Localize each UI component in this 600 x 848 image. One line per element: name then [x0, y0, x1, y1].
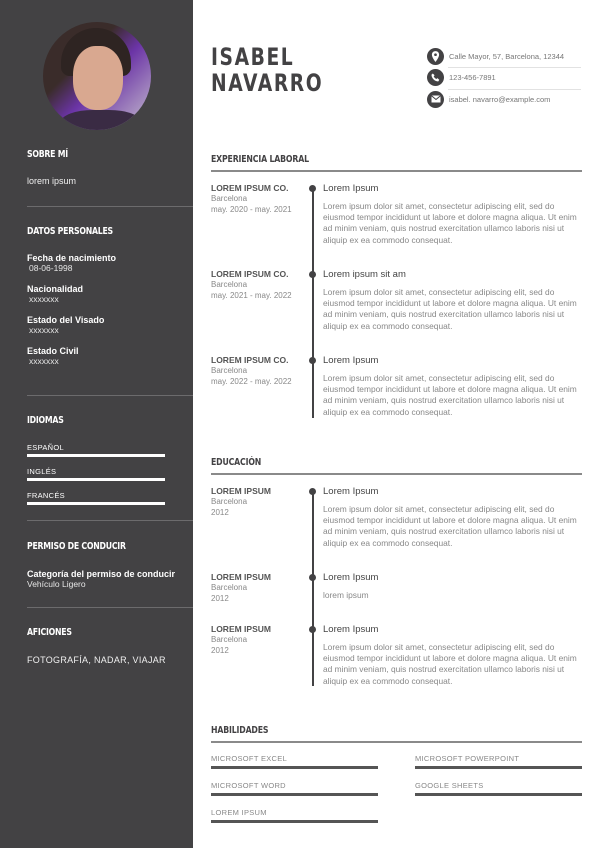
company-name: LOREM IPSUM CO.: [211, 183, 289, 193]
timeline-dot: [309, 626, 316, 633]
contact-address: [427, 46, 581, 66]
degree-description: Lorem ipsum dolor sit amet, consectetur adipiscing elit, sed do eiusmod tempor incididunt ut labore et dolore magna aliqua. Ut enim ad minim veniam, quis nostrud exercitation ullamco laboris nisi ut aliquip ex ea commodo consequat.: [323, 642, 577, 686]
school-name: LOREM IPSUM: [211, 572, 271, 582]
languages-title: IDIOMAS: [27, 415, 64, 426]
timeline-dot: [309, 357, 316, 364]
skill-item: [211, 781, 378, 796]
driving-license-section: [27, 541, 177, 589]
skill-level-bar: [415, 766, 582, 769]
hobbies-text: FOTOGRAFÍA, NADAR, VIAJAR: [27, 655, 166, 665]
experience-timeline: [312, 187, 314, 418]
personal-item: [27, 315, 177, 335]
job-title: Lorem ipsum sit am: [323, 269, 406, 280]
location-pin-icon: [427, 48, 444, 65]
experience-title: EXPERIENCIA LABORAL: [211, 154, 309, 165]
education-title: EDUCACIÓN: [211, 457, 262, 468]
job-dates: may. 2022 - may. 2022: [211, 376, 292, 386]
last-name: NAVARRO: [211, 69, 324, 97]
personal-data-section: [27, 226, 177, 366]
personal-data-title: DATOS PERSONALES: [27, 226, 113, 237]
company-name: LOREM IPSUM CO.: [211, 269, 289, 279]
envelope-icon: [427, 91, 444, 108]
nationality-value: xxxxxxx: [29, 294, 59, 304]
education-year: 2012: [211, 593, 229, 603]
skill-item: [415, 781, 582, 796]
skill-level-bar: [211, 766, 378, 769]
full-name: [211, 44, 323, 96]
language-level-bar: [27, 454, 165, 457]
personal-item: [27, 253, 177, 273]
nationality-label: Nacionalidad: [27, 284, 84, 294]
language-item: [27, 443, 177, 457]
skill-name: MICROSOFT EXCEL: [211, 754, 288, 763]
language-name: INGLÉS: [27, 467, 57, 476]
school-name: LOREM IPSUM: [211, 486, 271, 496]
email-text[interactable]: isabel. navarro@example.com: [449, 94, 551, 104]
education-year: 2012: [211, 645, 229, 655]
language-item: [27, 467, 177, 481]
degree-title: Lorem Ipsum: [323, 624, 379, 635]
sidebar-divider: [27, 520, 193, 521]
language-name: ESPAÑOL: [27, 443, 64, 452]
job-description: Lorem ipsum dolor sit amet, consectetur adipiscing elit, sed do eiusmod tempor incididunt ut labore et dolore magna aliqua. Ut enim ad minim veniam, quis nostrud exercitation ullamco laboris nisi ut aliquip ex ea commodo consequat.: [323, 287, 577, 331]
school-city: Barcelona: [211, 497, 248, 506]
language-level-bar: [27, 478, 165, 481]
personal-item: [27, 346, 177, 366]
sidebar-divider: [27, 395, 193, 396]
school-name: LOREM IPSUM: [211, 624, 271, 634]
job-title: Lorem Ipsum: [323, 355, 379, 366]
language-item: [27, 491, 177, 505]
visa-label: Estado del Visado: [27, 315, 105, 325]
degree-title: Lorem Ipsum: [323, 572, 379, 583]
job-dates: may. 2021 - may. 2022: [211, 290, 292, 300]
license-category-label: Categoría del permiso de conducir: [27, 569, 176, 579]
skill-level-bar: [415, 793, 582, 796]
skill-level-bar: [211, 820, 378, 823]
degree-description: lorem ipsum: [323, 590, 369, 600]
job-description: Lorem ipsum dolor sit amet, consectetur adipiscing elit, sed do eiusmod tempor incididunt ut labore et dolore magna aliqua. Ut enim ad minim veniam, quis nostrud exercitation ullamco laboris nisi ut aliquip ex ea commodo consequat.: [323, 373, 577, 417]
degree-description: Lorem ipsum dolor sit amet, consectetur adipiscing elit, sed do eiusmod tempor incididunt ut labore et dolore magna aliqua. Ut enim ad minim veniam, quis nostrud exercitation ullamco laboris nisi ut aliquip ex ea commodo consequat.: [323, 504, 577, 548]
skill-name: MICROSOFT WORD: [211, 781, 286, 790]
sidebar-divider: [27, 607, 193, 608]
address-text: Calle Mayor, 57, Barcelona, 12344: [449, 51, 565, 61]
profile-photo: [43, 22, 151, 130]
phone-icon: [427, 69, 444, 86]
education-timeline: [312, 490, 314, 686]
about-title: SOBRE MÍ: [27, 149, 68, 160]
skill-item: [211, 808, 378, 823]
job-dates: may. 2020 - may. 2021: [211, 204, 292, 214]
company-city: Barcelona: [211, 194, 248, 203]
languages-section: [27, 415, 177, 505]
about-section: [27, 149, 177, 186]
birthdate-value: 08-06-1998: [29, 263, 73, 273]
sidebar: [0, 0, 193, 848]
civil-status-label: Estado Civil: [27, 346, 79, 356]
skills-title: HABILIDADES: [211, 725, 269, 736]
sidebar-divider: [27, 206, 193, 207]
about-text: lorem ipsum: [27, 176, 77, 186]
education-rule: [211, 473, 582, 475]
company-name: LOREM IPSUM CO.: [211, 355, 289, 365]
birthdate-label: Fecha de nacimiento: [27, 253, 117, 263]
school-city: Barcelona: [211, 635, 248, 644]
hobbies-title: AFICIONES: [27, 627, 72, 638]
first-name: ISABEL: [211, 43, 295, 71]
timeline-dot: [309, 574, 316, 581]
skill-name: GOOGLE SHEETS: [415, 781, 484, 790]
skill-item: [211, 754, 378, 769]
license-category-value: Vehículo Ligero: [27, 579, 86, 589]
company-city: Barcelona: [211, 280, 248, 289]
language-name: FRANCÉS: [27, 491, 65, 500]
experience-rule: [211, 170, 582, 172]
phone-text[interactable]: 123-456-7891: [449, 72, 496, 82]
timeline-dot: [309, 488, 316, 495]
timeline-dot: [309, 185, 316, 192]
timeline-dot: [309, 271, 316, 278]
personal-item: [27, 284, 177, 304]
education-year: 2012: [211, 507, 229, 517]
hobbies-section: [27, 627, 177, 665]
skill-item: [415, 754, 582, 769]
contact-phone: [427, 67, 581, 87]
company-city: Barcelona: [211, 366, 248, 375]
school-city: Barcelona: [211, 583, 248, 592]
photo-shirt: [61, 110, 141, 130]
degree-title: Lorem Ipsum: [323, 486, 379, 497]
language-level-bar: [27, 502, 165, 505]
skill-name: MICROSOFT POWERPOINT: [415, 754, 520, 763]
driving-license-title: PERMISO DE CONDUCIR: [27, 541, 126, 552]
job-title: Lorem Ipsum: [323, 183, 379, 194]
photo-face: [73, 46, 123, 110]
civil-status-value: xxxxxxx: [29, 356, 59, 366]
job-description: Lorem ipsum dolor sit amet, consectetur adipiscing elit, sed do eiusmod tempor incididunt ut labore et dolore magna aliqua. Ut enim ad minim veniam, quis nostrud exercitation ullamco laboris nisi ut aliquip ex ea commodo consequat.: [323, 201, 577, 245]
visa-value: xxxxxxx: [29, 325, 59, 335]
skills-rule: [211, 741, 582, 743]
skill-level-bar: [211, 793, 378, 796]
skill-name: LOREM IPSUM: [211, 808, 267, 817]
contact-email: [427, 89, 581, 109]
